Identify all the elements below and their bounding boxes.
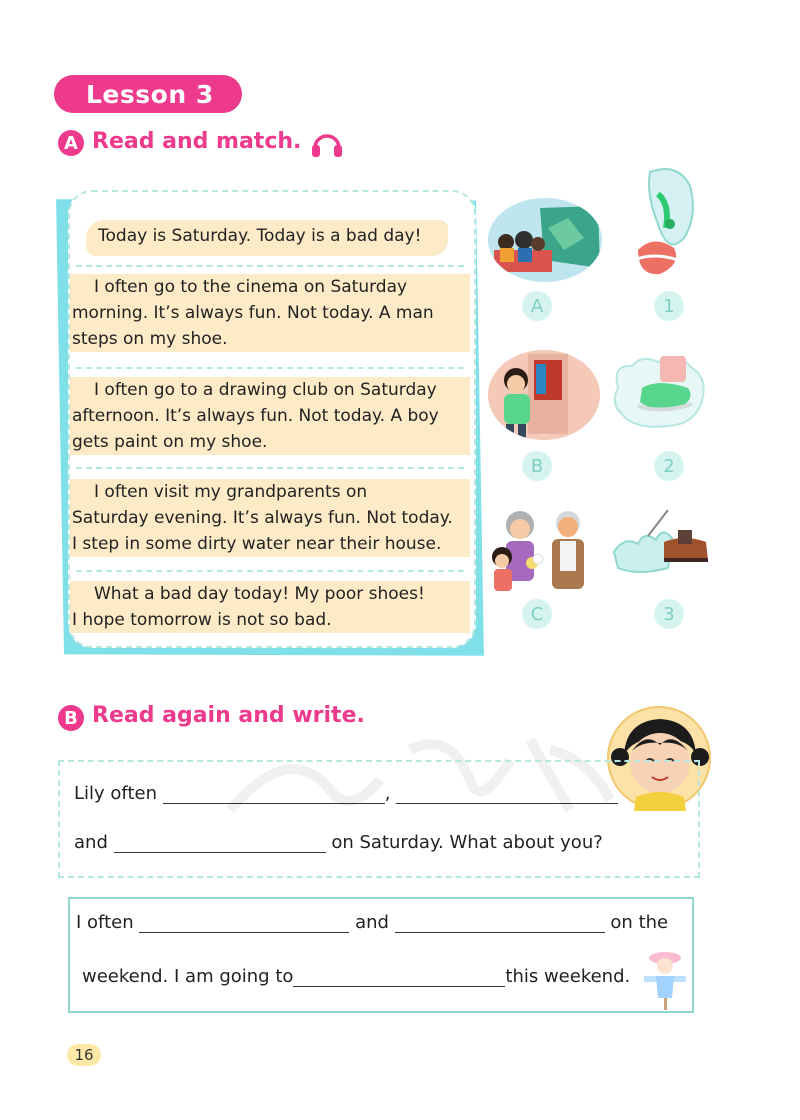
divider (76, 570, 464, 572)
picture-c-grandparents[interactable] (488, 505, 596, 595)
story-paragraph-2: I often go to a drawing club on Saturday afternoon. It’s always fun. Not today. A boy gets paint on my shoe. (70, 377, 470, 455)
picture-label-c: C (522, 599, 552, 629)
picture-label-1: 1 (654, 291, 684, 321)
lesson-title (54, 75, 242, 113)
section-a-badge: A (58, 130, 84, 156)
scarecrow-icon (640, 950, 690, 1014)
story-headline: Today is Saturday. Today is a bad day! (98, 226, 422, 246)
lily-blank-3[interactable] (114, 832, 326, 853)
divider (76, 467, 464, 469)
picture-label-3: 3 (654, 599, 684, 629)
you-blank-2[interactable] (395, 912, 605, 933)
section-b-badge: B (58, 705, 84, 731)
lesson-title-text: Lesson 3 (86, 79, 214, 109)
lily-blank-2[interactable] (396, 783, 618, 804)
story-paragraph-3: I often visit my grandparents on Saturday evening. It’s always fun. Not today. I step in some dirty water near their house. (70, 479, 470, 557)
picture-label-2: 2 (654, 451, 684, 481)
picture-b-drawing-club[interactable] (488, 350, 600, 440)
page-number: 16 (67, 1044, 101, 1066)
lily-line-1: Lily often , (74, 783, 618, 804)
section-a-title: Read and match. (92, 129, 302, 154)
you-blank-1[interactable] (139, 912, 349, 933)
you-line-2: weekend. I am going to this weekend. (82, 966, 631, 987)
picture-2-stepped-shoe[interactable] (608, 348, 712, 434)
you-blank-3[interactable] (293, 966, 505, 987)
lily-line-2: and on Saturday. What about you? (74, 832, 603, 853)
divider (76, 265, 464, 267)
picture-3-puddle-shoe[interactable] (608, 506, 712, 580)
story-paragraph-4: What a bad day today! My poor shoes! I hope tomorrow is not so bad. (70, 581, 470, 633)
lily-blank-1[interactable] (163, 783, 385, 804)
picture-label-b: B (522, 451, 552, 481)
lily-writing-box (58, 760, 700, 878)
picture-a-cinema[interactable] (488, 198, 602, 282)
you-line-1: I often and on the (76, 912, 669, 933)
picture-label-a: A (522, 291, 552, 321)
picture-1-paint-shoe[interactable] (624, 164, 704, 282)
divider (76, 367, 464, 369)
headphones-icon[interactable] (310, 128, 344, 162)
story-paragraph-1: I often go to the cinema on Saturday morning. It’s always fun. Not today. A man steps on my shoe. (70, 274, 470, 352)
section-b-title: Read again and write. (92, 703, 365, 728)
